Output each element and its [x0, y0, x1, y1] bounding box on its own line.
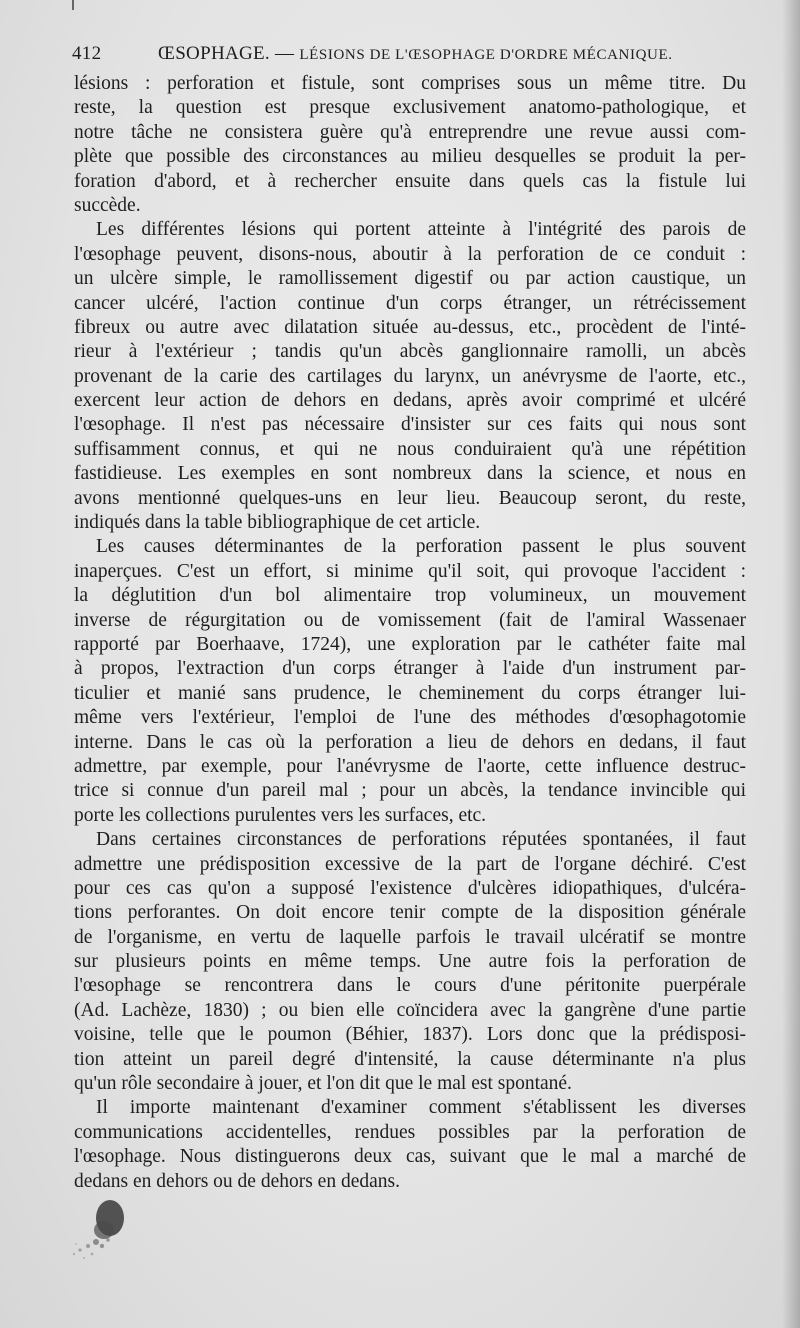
text-line: rapporté par Boerhaave, 1724), une exploration par le cathéter faite mal — [74, 633, 746, 655]
text-line: de l'organisme, en vertu de laquelle parfois le travail ulcératif se montre — [74, 926, 746, 948]
text-line: pour ces cas qu'on a supposé l'existence d'ulcères idiopathiques, d'ulcéra- — [74, 877, 746, 899]
paragraph — [74, 72, 746, 218]
text-line: (Ad. Lachèze, 1830) ; ou bien elle coïncidera avec la gangrène d'une partie — [74, 999, 746, 1021]
text-line: porte les collections purulentes vers les surfaces, etc. — [74, 804, 487, 826]
running-title — [158, 40, 673, 69]
text-line: l'œsophage. Il n'est pas nécessaire d'insister sur ces faits qui nous sont — [74, 414, 746, 436]
paragraph — [74, 1096, 746, 1194]
page-gutter-shadow — [782, 0, 800, 1328]
text-line: foration d'abord, et à rechercher ensuite dans quels cas la fistule lui — [74, 170, 746, 192]
margin-mark — [72, 0, 74, 10]
text-line: suffisamment connus, et qui ne nous conduiraient qu'à une répétition — [74, 438, 746, 460]
paragraph — [74, 218, 746, 535]
text-line: succède. — [74, 194, 141, 216]
text-line: à propos, l'extraction d'un corps étranger à l'aide d'un instrument par- — [74, 658, 746, 680]
text-line: qu'un rôle secondaire à jouer, et l'on dit que le mal est spontané. — [74, 1073, 572, 1095]
text-line: communications accidentelles, rendues possibles par la perforation de — [74, 1121, 746, 1143]
text-line: ticulier et manié sans prudence, le cheminement du corps étranger lui- — [74, 682, 746, 704]
text-line: trice si connue d'un pareil mal ; pour un abcès, la tendance invincible qui — [74, 780, 746, 802]
text-line: reste, la question est presque exclusivement anatomo-pathologique, et — [74, 97, 746, 119]
text-line: provenant de la carie des cartilages du larynx, un anévrysme de l'aorte, etc., — [74, 365, 746, 387]
text-line: l'œsophage se rencontrera dans le cours d'une péritonite puerpérale — [74, 975, 746, 997]
text-line: fastidieuse. Les exemples en sont nombreux dans la science, et nous en — [74, 463, 746, 485]
text-line: tion atteint un pareil degré d'intensité, la cause déterminante n'a plus — [74, 1048, 746, 1070]
text-line: plète que possible des circonstances au milieu desquelles se produit la per- — [74, 146, 746, 168]
text-line: Les différentes lésions qui portent atteinte à l'intégrité des parois de — [96, 219, 746, 241]
text-line: fibreux ou autre avec dilatation située au-dessus, etc., procèdent de l'inté- — [74, 316, 746, 338]
text-line: exercent leur action de dehors en dedans, après avoir comprimé et ulcéré — [74, 390, 746, 412]
text-line: voisine, telle que le poumon (Béhier, 1837). Lors donc que la prédisposi- — [74, 1024, 746, 1046]
text-line: un ulcère simple, le ramollissement digestif ou par action caustique, un — [74, 268, 746, 290]
text-line: inverse de régurgitation ou de vomissement (fait de l'amiral Wassenaer — [74, 609, 746, 631]
text-line: Les causes déterminantes de la perforation passent le plus souvent — [96, 536, 746, 558]
text-line: admettre, par exemple, pour l'anévrysme de l'aorte, cette influence destruc- — [74, 755, 746, 777]
text-line: admettre une prédisposition excessive de la part de l'organe déchiré. C'est — [74, 853, 746, 875]
page-number: 412 — [72, 43, 102, 64]
text-line: interne. Dans le cas où la perforation a lieu de dehors en dedans, il faut — [74, 731, 746, 753]
text-line: l'œsophage peuvent, disons-nous, aboutir à la perforation de ce conduit : — [74, 243, 746, 265]
running-title-main: ŒSOPHAGE. — — [158, 43, 295, 64]
text-line: dedans en dehors ou de dehors en dedans. — [74, 1170, 400, 1192]
text-line: rieur à l'extérieur ; tandis qu'un abcès ganglionnaire ramolli, un abcès — [74, 341, 746, 363]
text-line: l'œsophage. Nous distinguerons deux cas, suivant que le mal a marché de — [74, 1146, 746, 1168]
text-line: la déglutition d'un bol alimentaire trop volumineux, un mouvement — [74, 585, 746, 607]
text-line: cancer ulcéré, l'action continue d'un corps étranger, un rétrécissement — [74, 292, 746, 314]
running-header — [72, 40, 744, 68]
body-text — [74, 72, 746, 1194]
text-line: même vers l'extérieur, l'emploi de l'une des méthodes d'œsophagotomie — [74, 707, 746, 729]
text-line: avons mentionné quelques-uns en leur lieu. Beaucoup seront, du reste, — [74, 487, 746, 509]
text-line: inaperçues. C'est un effort, si minime qu'il soit, qui provoque l'accident : — [74, 560, 746, 582]
running-title-sub: LÉSIONS DE L'ŒSOPHAGE D'ORDRE MÉCANIQUE. — [299, 47, 673, 63]
text-line: Dans certaines circonstances de perforations réputées spontanées, il faut — [96, 829, 746, 851]
text-line: indiqués dans la table bibliographique de cet article. — [74, 512, 481, 534]
text-line: notre tâche ne consistera guère qu'à entreprendre une revue aussi com- — [74, 121, 746, 143]
text-line: Il importe maintenant d'examiner comment s'établissent les diverses — [96, 1097, 746, 1119]
text-line: lésions : perforation et fistule, sont comprises sous un même titre. Du — [74, 73, 746, 94]
paragraph — [74, 535, 746, 828]
ink-blot-stain — [66, 1196, 142, 1276]
text-line: tions perforantes. On doit encore tenir compte de la disposition générale — [74, 902, 746, 924]
text-line: sur plusieurs points en même temps. Une autre fois la perforation de — [74, 951, 746, 973]
paragraph — [74, 828, 746, 1096]
